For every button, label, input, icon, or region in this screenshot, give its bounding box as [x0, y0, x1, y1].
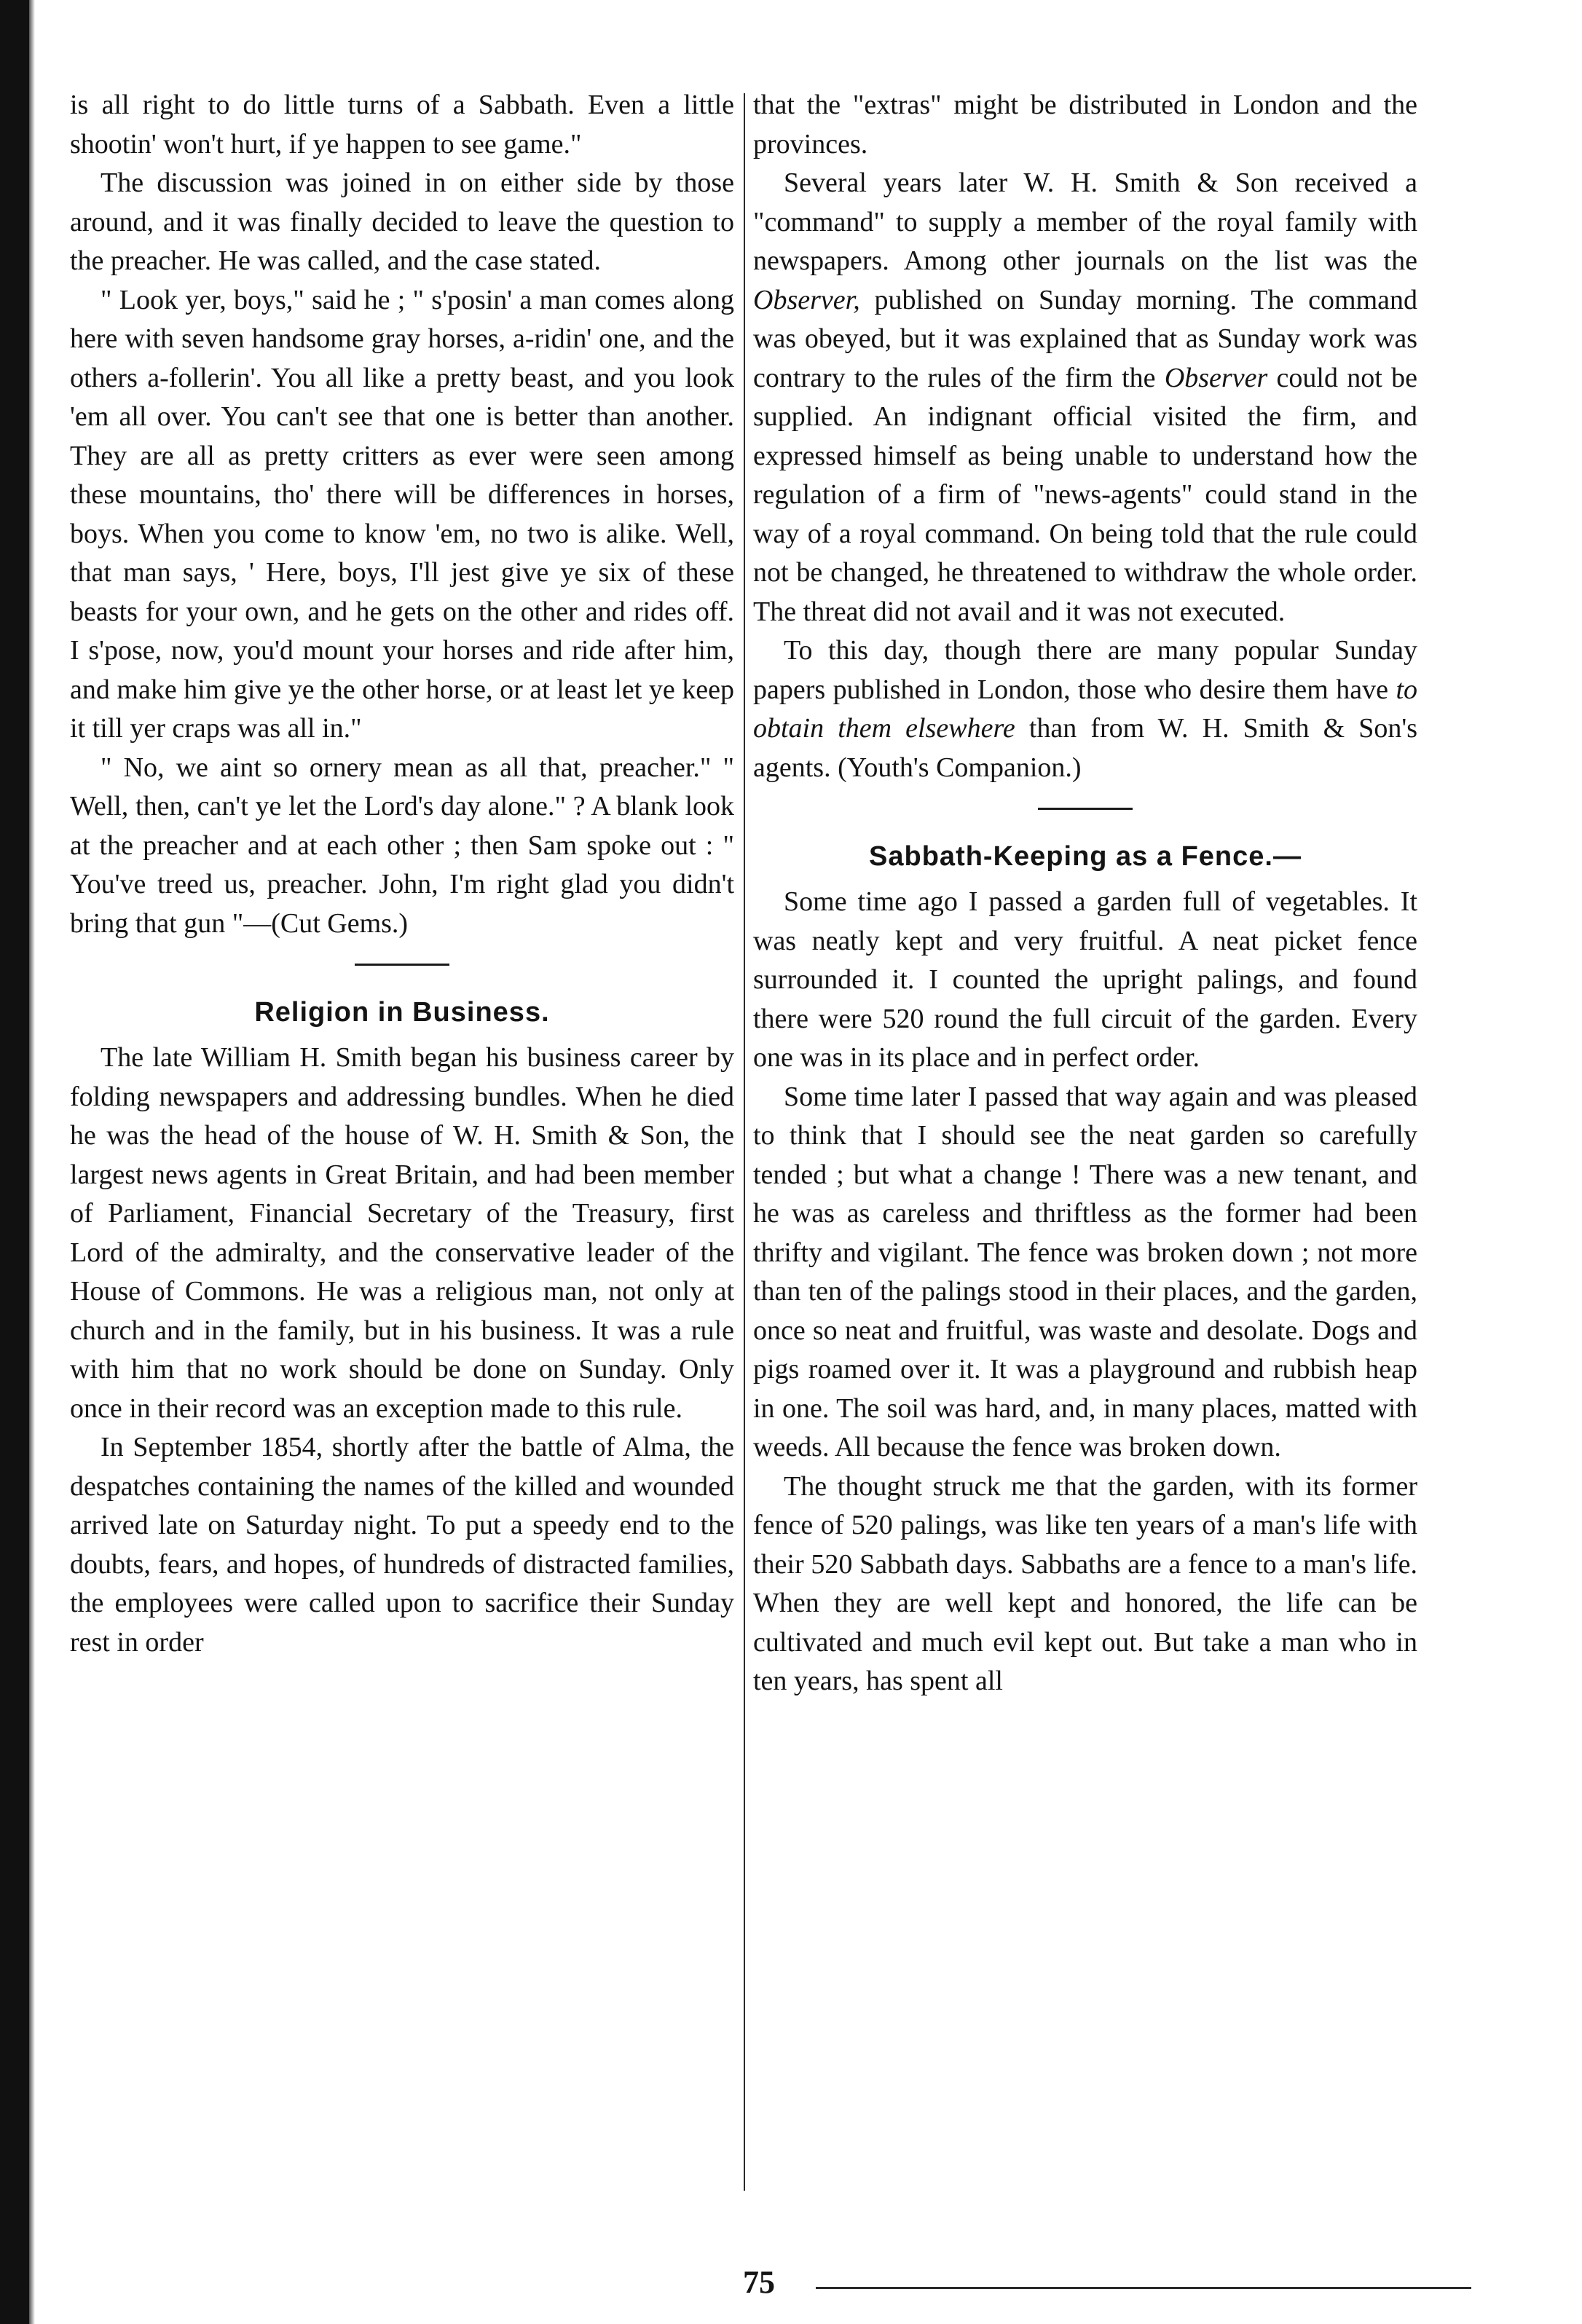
italic-title: Observer: [1164, 362, 1268, 393]
text-run: To this day, though there are many popular Sunday papers published in London, those who desire them have: [753, 635, 1417, 705]
section-heading-religion-in-business: Religion in Business.: [254, 997, 550, 1028]
paragraph: that the "extras" might be distributed in London and the provinces.: [753, 90, 1417, 159]
paragraph: is all right to do little turns of a Sabbath. Even a little shootin' won't hurt, if ye happen to see game.": [70, 90, 734, 159]
paragraph: " No, we aint so ornery mean as all that, preacher." " Well, then, can't ye let the Lord's day alone." ? A blank look at the preacher and at each other ; then Sam spoke out : " You've treed us, preacher. John, I'm right glad you didn't bring that gun "—(Cut Gems.): [70, 752, 734, 939]
paragraph: In September 1854, shortly after the battle of Alma, the despatches containing the names of the killed and wounded arrived late on Saturday night. To put a speedy end to the doubts, fears, and hopes, of hundreds of distracted families, the employees were called upon to sacrifice their Sunday rest in order: [70, 1432, 734, 1658]
section-divider: [355, 964, 449, 966]
text-run: Several years later W. H. Smith & Son received a "command" to supply a member of the royal family with newspapers. Among other journals on the list was the: [753, 168, 1417, 276]
binding-edge: [0, 0, 29, 2324]
right-column: [753, 86, 1417, 1701]
text-run: published on Sunday morning. The command was obeyed, but it was explained that as Sunday work was contrary to the rules of the firm the: [753, 284, 1417, 393]
text-run: could not be supplied. An indignant official visited the firm, and expressed himself as being unable to understand how the regulation of a firm of "news-agents" could stand in the way of a royal command. On being told that the rule could not be changed, he threatened to withdraw the whole order. The threat did not avail and it was not executed.: [753, 362, 1417, 627]
left-column: [70, 86, 734, 1662]
section-heading-sabbath-keeping: Sabbath-Keeping as a Fence.—: [869, 841, 1302, 872]
footer-rule: [816, 2287, 1471, 2289]
column-divider: [744, 93, 745, 2191]
paragraph: The discussion was joined in on either side by those around, and it was finally decided to leave the question to the preacher. He was called, and the case stated.: [70, 168, 734, 276]
section-divider: [1038, 808, 1133, 810]
paragraph: [753, 164, 1417, 631]
paragraph: The thought struck me that the garden, with its former fence of 520 palings, was like ten years of a man's life with their 520 Sabbath days. Sabbaths are a fence to a man's life. When they are well kept and honored, the life can be cultivated and much evil kept out. But take a man who in ten years, has spent all: [753, 1470, 1417, 1696]
text-run: than from W. H. Smith & Son's agents. (Youth's Companion.): [753, 713, 1418, 783]
paragraph: Some time later I passed that way again and was pleased to think that I should see the neat garden so carefully tended ; but what a change ! There was a new tenant, and he was as careless and thriftless as the former had been thrifty and vigilant. The fence was broken down ; not more than ten of the palings stood in their places, and the garden, once so neat and fruitful, was waste and desolate. Dogs and pigs roamed over it. It was a playground and rubbish heap in one. The soil was hard, and, in many places, matted with weeds. All because the fence was broken down.: [753, 1081, 1417, 1462]
paragraph: The late William H. Smith began his business career by folding newspapers and addressing bundles. When he died he was the head of the house of W. H. Smith & Son, the largest news agents in Great Britain, and had been member of Parliament, Financial Secretary of the Treasury, first Lord of the admiralty, and the conservative leader of the House of Commons. He was a religious man, not only at church and in the family, but in his business. It was a rule with him that no work should be done on Sunday. Only once in their record was an exception made to this rule.: [70, 1042, 734, 1424]
italic-phrase: to obtain them elsewhere: [753, 674, 1417, 744]
italic-title: Observer,: [753, 284, 860, 315]
paragraph: [753, 631, 1417, 787]
paragraph: " Look yer, boys," said he ; " s'posin' a man comes along here with seven handsome gray horses, a-ridin' one, and the others a-follerin'. You all like a pretty beast, and you look 'em all over. You can't see that one is better than another. They are all as pretty critters as ever were seen among these mountains, tho' there will be differences in horses, boys. When you come to know 'em, no two is alike. Well, that man says, ' Here, boys, I'll jest give ye six of these beasts for your own, and he gets on the other and rides off. I s'pose, now, you'd mount your horses and ride after him, and make him give ye the other horse, or at least let ye keep it till yer craps was all in.": [70, 284, 734, 744]
paragraph: Some time ago I passed a garden full of vegetables. It was neatly kept and very fruitful. A neat picket fence surrounded it. I counted the upright palings, and found there were 520 round the full circuit of the garden. Every one was in its place and in perfect order.: [753, 886, 1417, 1073]
page-number: 75: [743, 2264, 775, 2300]
